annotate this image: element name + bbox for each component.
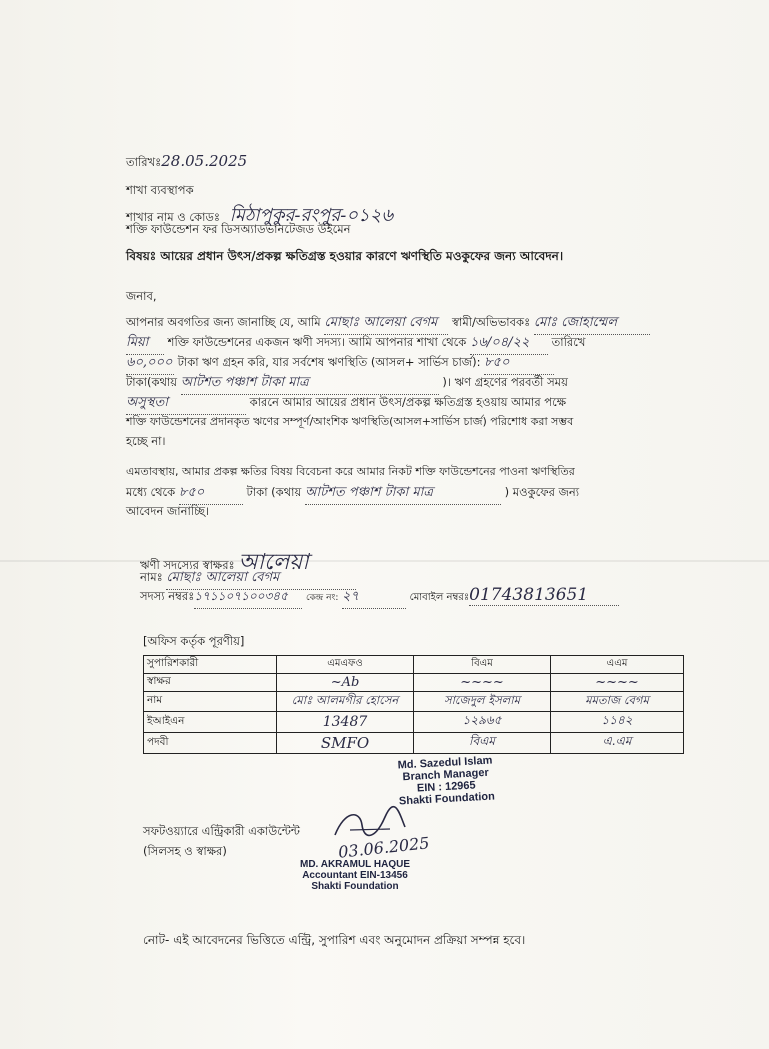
signature-cell-bm: ~~~~ [414, 674, 551, 692]
accountant-stamp-org: Shakti Foundation [311, 881, 399, 892]
para1-text-c: শক্তি ফাউন্ডেশনের একজন ঋণী সদস্য। আমি আপনার শাখা থেকে [167, 335, 467, 349]
table-row-label: নাম [144, 692, 277, 712]
table-row-label: ইআইএন [144, 712, 277, 733]
accountant-stamp [300, 859, 410, 892]
table-cell: সাজেদুল ইসলাম [414, 692, 551, 712]
table-row [144, 674, 684, 692]
branch-manager-stamp [397, 755, 495, 808]
foundation-line: শক্তি ফাউন্ডেশন ফর ডিসঅ্যাডভানটেজড উইমেন [126, 222, 351, 236]
table-cell: মমতাজ বেগম [551, 692, 684, 712]
branch-label: শাখার নাম ও কোডঃ [126, 210, 221, 224]
table-cell: ১২৯৬৫ [414, 712, 551, 733]
branch-manager: শাখা ব্যবস্থাপক [126, 183, 194, 197]
table-cell: ১১৪২ [551, 712, 684, 733]
branch-value: মিঠাপুকুর-রংপুর-০১২৬ [229, 205, 394, 226]
table-cell: বিএম [414, 733, 551, 754]
accountant-label: সফটওয়্যারে এন্ট্রিকারী একাউন্টেন্ট [143, 824, 300, 838]
balance-words-filled: আটশত পঞ্চাশ টাকা মাত্র [181, 373, 439, 395]
signature-cell-am: ~~~~ [551, 674, 684, 692]
center-number-value: ২৭ [342, 587, 406, 609]
waive-amount-filled: ৮৫০ [179, 483, 243, 505]
para1-line6: শক্তি ফাউন্ডেশনের প্রদানকৃত ঋণের সম্পূর্ণ/আংশিক ঋণস্থিতি(আসল+সার্ভিস চার্জ) পরিশোধ করা সম্ভব [126, 415, 574, 428]
subject-line: বিষয়ঃ আয়ের প্রধান উৎস/প্রকল্প ক্ষতিগ্রস্ত হওয়ার কারণে ঋণস্থিতি মওকুফের জন্য আবেদন। [126, 249, 564, 263]
mobile-label: মোবাইল নম্বরঃ [409, 592, 470, 603]
accountant-sign-date: 03.06.2025 [337, 833, 431, 862]
table-cell: 13487 [277, 712, 414, 733]
guardian-cont: মিয়া [126, 333, 164, 355]
date-line [126, 152, 247, 173]
table-row-label: পদবী [144, 733, 277, 754]
table-header-cell: এমএফও [277, 656, 414, 674]
table-cell: মোঃ আলমগীর হোসেন [277, 692, 414, 712]
member-number-line [140, 585, 619, 609]
stamp-org: Shakti Foundation [398, 790, 496, 808]
table-row [144, 712, 684, 733]
office-use-label: [অফিস কর্তৃক পূরণীয়] [143, 634, 245, 648]
para1-text-b: স্বামী/অভিভাবকঃ [452, 315, 531, 329]
table-row [144, 733, 684, 754]
member-number-value: ১৭১১০৭১০০৩৪৫ [194, 588, 302, 609]
note-line: নোট- এই আবেদনের ভিত্তিতে এন্ট্রি, সুপারিশ এবং অনুমোদন প্রক্রিয়া সম্পন্ন হবে। [143, 933, 526, 947]
salutation: জনাব, [126, 289, 157, 303]
mobile-value: 01743813651 [469, 585, 619, 606]
table-row [144, 692, 684, 712]
guardian-filled: মোঃ জোহাম্মেল [534, 313, 650, 335]
date-value: 28.05.2025 [161, 152, 248, 170]
para2-line2 [126, 483, 579, 505]
para1-text-a: আপনার অবগতির জন্য জানাচ্ছি যে, আমি [126, 315, 321, 329]
table-header-cell: বিএম [414, 656, 551, 674]
table-header-row [144, 656, 684, 674]
accountant-stamp-name: MD. AKRAMUL HAQUE [300, 859, 410, 870]
table-row-label: স্বাক্ষর [144, 674, 277, 692]
waive-words-filled: আটশত পঞ্চাশ টাকা মাত্র [305, 483, 501, 505]
member-name-filled: মোছাঃ আলেয়া বেগম [324, 313, 448, 335]
stamp-title: Branch Manager [402, 766, 490, 784]
accountant-stamp-title: Accountant EIN-13456 [302, 870, 408, 881]
member-name-label: নামঃ [140, 570, 163, 584]
para2-line1: এমতাবস্থায়, আমার প্রকল্প ক্ষতির বিষয় বিবেচনা করে আমার নিকট শক্তি ফাউন্ডেশনের পাওনা ঋণস্থিতির [126, 465, 575, 478]
para1-line3 [126, 353, 554, 375]
loan-amount-filled: ৬০,০০০ [126, 353, 174, 375]
para1-line7: হচ্ছে না। [126, 434, 166, 448]
para2-text-b: টাকা (কথায় [246, 485, 302, 499]
para1-text-g: )। ঋণ গ্রহণের পরবর্তী সময় [442, 375, 568, 389]
stamp-ein: EIN : 12965 [416, 779, 476, 795]
para1-line5 [126, 393, 566, 415]
paper-fold [0, 560, 769, 562]
para1-text-f: টাকা(কথায় [126, 375, 178, 389]
member-name-value: মোছাঃ আলেয়া বেগম [166, 568, 356, 590]
para1-text-d: তারিখে [551, 335, 586, 349]
para1-line4 [126, 373, 568, 395]
member-signature: আলেয়া [238, 550, 309, 575]
table-cell: SMFO [277, 733, 414, 754]
para1-line1 [126, 313, 650, 335]
para2-text-a: মধ্যে থেকে [126, 485, 176, 499]
date-label: তারিখঃ [126, 155, 162, 169]
recommendation-table [143, 655, 684, 754]
stamp-name: Md. Sazedul Islam [397, 754, 493, 772]
table-header-cell: সুপারিশকারী [144, 656, 277, 674]
para1-text-e: টাকা ঋণ গ্রহন করি, যার সর্বশেষ ঋণস্থিতি (আসল+ সার্ভিস চার্জ): [177, 355, 481, 369]
table-cell: এ.এম [551, 733, 684, 754]
center-number-label: কেন্দ্র নং: [305, 593, 339, 603]
para1-text-h: কারনে আমার আয়ের প্রধান উৎস/প্রকল্প ক্ষতিগ্রস্ত হওয়ায় আমার পক্ষে [249, 395, 567, 409]
accountant-sublabel: (সিলসহ ও স্বাক্ষর) [143, 844, 227, 858]
table-header-cell: এএম [551, 656, 684, 674]
para2-line3: আবেদন জানাচ্ছি। [126, 504, 210, 518]
cause-filled: অসুস্থতা [126, 393, 246, 415]
loan-date-filled: ১৬/০৪/২২ [470, 333, 548, 355]
member-number-label: সদস্য নম্বরঃ [140, 589, 195, 603]
para2-text-c: ) মওকুফের জন্য [504, 485, 580, 499]
member-signature-label: ঋণী সদস্যের স্বাক্ষরঃ [140, 558, 235, 572]
signature-cell-mfo: ~Ab [277, 674, 414, 692]
para1-line2 [126, 333, 585, 355]
balance-filled: ৮৫০ [484, 353, 554, 375]
